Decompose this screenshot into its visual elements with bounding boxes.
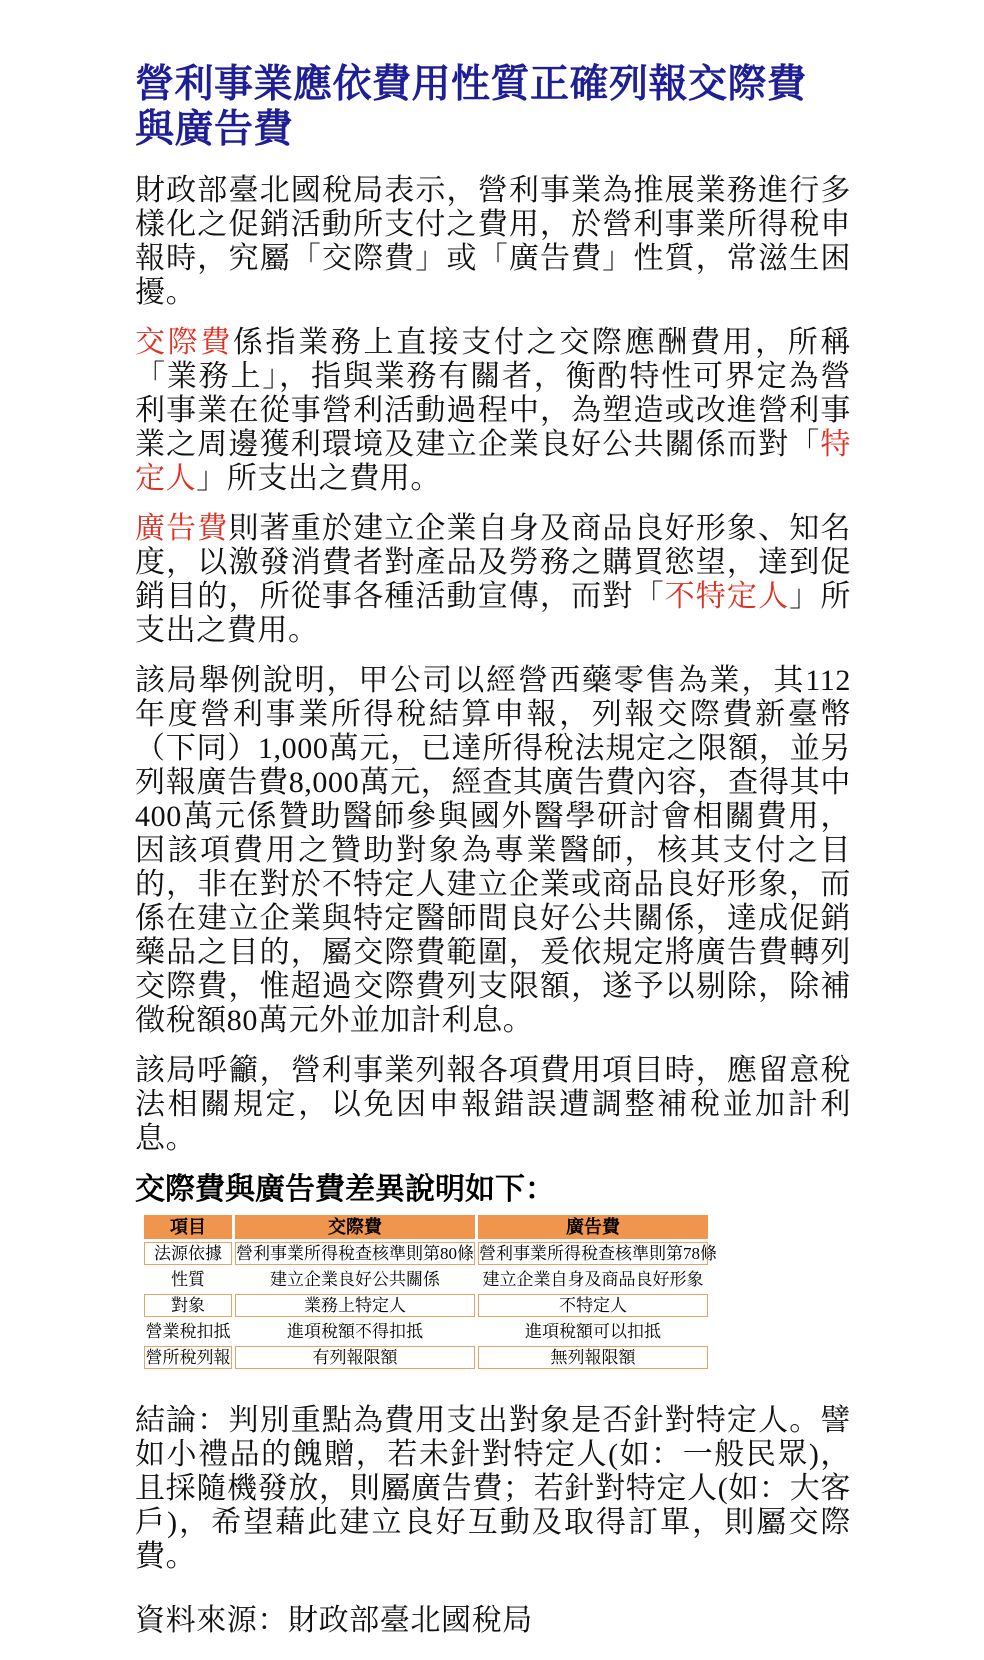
entertainment-definition-text: 係指業務上直接支付之交際應酬費用，所稱「業務上」，指與業務有關者，衡酌特性可界定為營利事業在從事營利活動過程中，為塑造或改進營利事業之周邊獲利環境及建立企業良好公共關係而對「 xyxy=(135,326,851,461)
table-header-advertising: 廣告費 xyxy=(478,1215,708,1239)
term-unspecific-person: 不特定人 xyxy=(664,580,790,613)
page-title: 營利事業應依費用性質正確列報交際費與廣告費 xyxy=(135,63,807,151)
comparison-table xyxy=(141,1212,717,1372)
table-row-target xyxy=(144,1294,708,1317)
cell-nature-entertainment: 建立企業良好公共關係 xyxy=(270,1270,440,1289)
table-row-legal-basis xyxy=(144,1242,708,1265)
cell-business-tax-advertising: 進項稅額可以扣抵 xyxy=(525,1322,661,1341)
paragraph-example-case: 該局舉例說明，甲公司以經營西藥零售為業，其112年度營利事業所得稅結算申報，列報交際費新臺幣（下同）1,000萬元，已達所得稅法規定之限額，並另列報廣告費8,000萬元，經查其廣告費內容，查得其中400萬元係贊助醫師參與國外醫學研討會相關費用，因該項費用之贊助對象為專業醫師，核其支付之目的，非在對於不特定人建立企業或商品良好形象，而係在建立企業與特定醫師間良好公共關係，達成促銷藥品之目的，屬交際費範圍，爰依規定將廣告費轉列交際費，惟超過交際費列支限額，遂予以剔除，除補徵稅額80萬元外並加計利息。 xyxy=(135,664,851,1037)
cell-legal-basis-advertising: 營利事業所得稅查核準則第78條 xyxy=(479,1244,717,1263)
cell-business-tax-entertainment: 進項稅額不得扣抵 xyxy=(287,1322,423,1341)
paragraph-reminder: 該局呼籲，營利事業列報各項費用項目時，應留意稅法相關規定，以免因申報錯誤遭調整補稅並加計利息。 xyxy=(135,1054,851,1155)
term-advertising-expense: 廣告費 xyxy=(135,512,229,545)
table-header-row xyxy=(144,1215,708,1239)
term-entertainment-expense: 交際費 xyxy=(135,326,233,359)
paragraph-conclusion: 結論：判別重點為費用支出對象是否針對特定人。譬如小禮品的餽贈，若未針對特定人(如：一般民眾)，且採隨機發放，則屬廣告費；若針對特定人(如：大客戶)，希望藉此建立良好互動及取得訂單，則屬交際費。 xyxy=(135,1404,851,1573)
table-row-business-tax-deduction xyxy=(144,1320,708,1343)
cell-business-tax-label: 營業稅扣抵 xyxy=(145,1322,231,1341)
cell-income-tax-label: 營所稅列報 xyxy=(145,1348,231,1367)
table-header-item: 項目 xyxy=(144,1215,232,1239)
cell-target-advertising: 不特定人 xyxy=(478,1294,708,1317)
table-row-income-tax-reporting xyxy=(144,1346,708,1369)
term-specific-person: 特定人 xyxy=(135,428,851,495)
paragraph-advertising-definition xyxy=(135,512,851,648)
table-row-nature xyxy=(144,1268,708,1291)
cell-nature-label: 性質 xyxy=(171,1270,205,1289)
paragraph-intro: 財政部臺北國稅局表示，營利事業為推展業務進行多樣化之促銷活動所支付之費用，於營利事業所得稅申報時，究屬「交際費」或「廣告費」性質，常滋生困擾。 xyxy=(135,174,851,309)
cell-legal-basis-label: 法源依據 xyxy=(144,1242,232,1265)
advertising-definition-tail: 」所支出之費用。 xyxy=(135,580,852,647)
cell-target-label: 對象 xyxy=(144,1294,232,1317)
cell-legal-basis-entertainment: 營利事業所得稅查核準則第80條 xyxy=(236,1244,474,1263)
table-header-entertainment: 交際費 xyxy=(235,1215,475,1239)
cell-nature-advertising: 建立企業自身及商品良好形象 xyxy=(482,1270,704,1289)
entertainment-definition-tail: 」所支出之費用。 xyxy=(196,462,442,495)
table-caption: 交際費與廣告費差異說明如下： xyxy=(135,1173,555,1206)
cell-income-tax-advertising: 無列報限額 xyxy=(478,1346,708,1369)
source-attribution: 資料來源：財政部臺北國稅局 xyxy=(135,1604,533,1637)
cell-income-tax-entertainment: 有列報限額 xyxy=(235,1346,475,1369)
advertising-definition-text: 則著重於建立企業自身及商品良好形象、知名度，以激發消費者對產品及勞務之購買慾望，達到促銷目的，所從事各種活動宣傳，而對「 xyxy=(135,512,851,613)
cell-target-entertainment: 業務上特定人 xyxy=(235,1294,475,1317)
paragraph-entertainment-definition xyxy=(135,326,851,496)
